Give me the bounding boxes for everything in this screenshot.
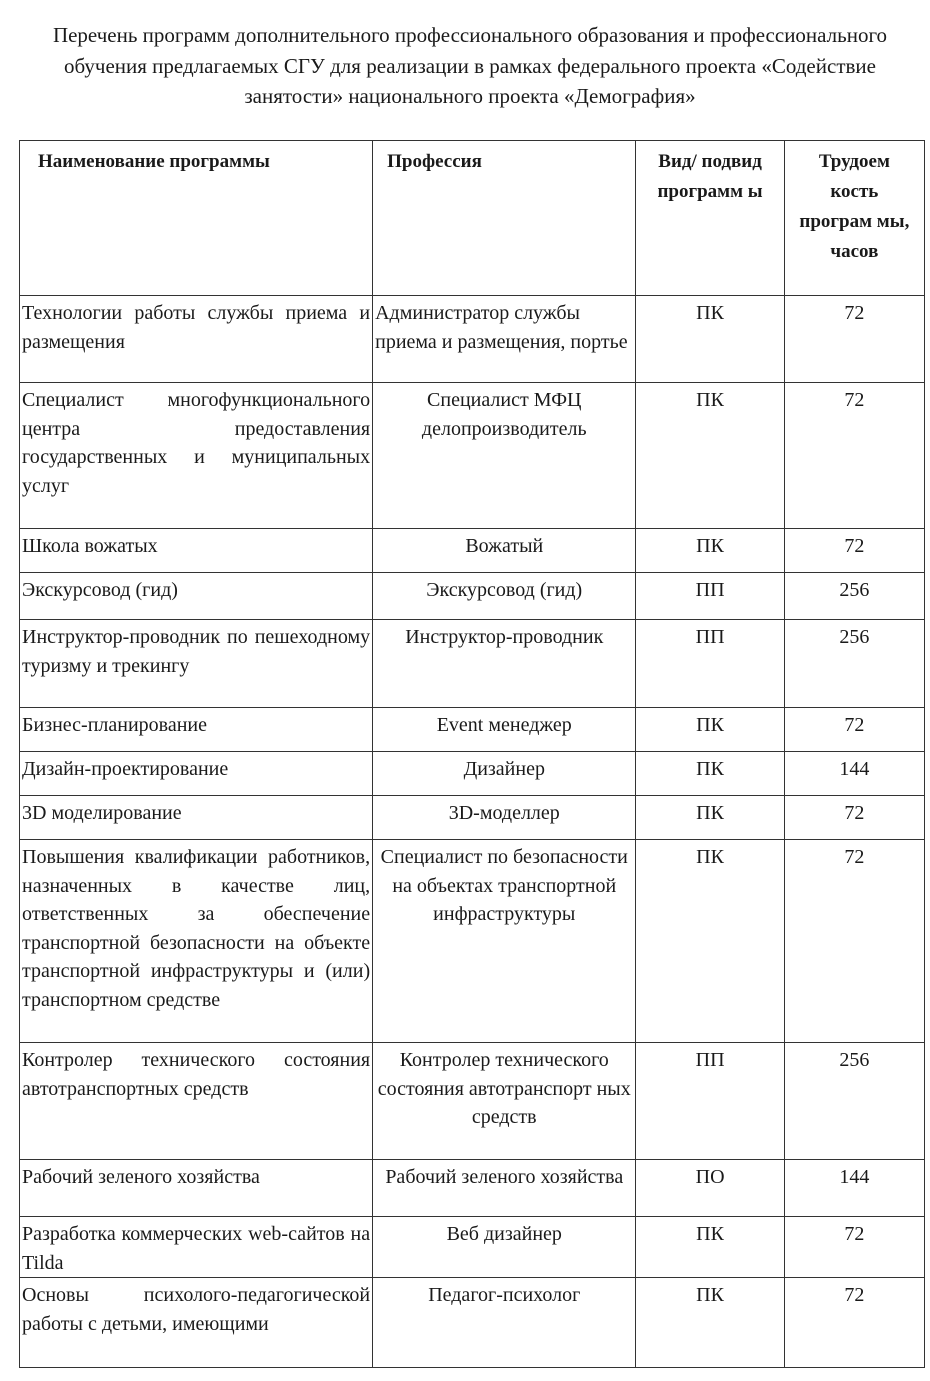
profession-cell: Дизайнер	[373, 752, 636, 796]
profession-cell: 3D-моделлер	[373, 796, 636, 840]
type-cell: ПК	[636, 796, 784, 840]
profession-cell: Педагог-психолог	[373, 1278, 636, 1368]
header-profession: Профессия	[373, 141, 636, 296]
profession-cell: Контролер технического состояния автотранспорт ных средств	[373, 1043, 636, 1160]
program-cell: Инструктор-проводник по пешеходному туризму и трекингу	[20, 620, 373, 708]
program-cell: Специалист многофункционального центра предоставления государственных и муниципальных услуг	[20, 383, 373, 529]
table-row	[20, 1217, 925, 1278]
profession-cell: Специалист МФЦ делопроизводитель	[373, 383, 636, 529]
table-row	[20, 620, 925, 708]
program-cell: Технологии работы службы приема и размещения	[20, 296, 373, 383]
table-row	[20, 1043, 925, 1160]
type-cell: ПП	[636, 573, 784, 620]
table-row	[20, 708, 925, 752]
program-cell: Контролер технического состояния автотранспортных средств	[20, 1043, 373, 1160]
hours-cell: 72	[784, 296, 924, 383]
hours-cell: 72	[784, 708, 924, 752]
type-cell: ПК	[636, 383, 784, 529]
program-cell: Рабочий зеленого хозяйства	[20, 1160, 373, 1217]
program-cell: 3D моделирование	[20, 796, 373, 840]
header-type: Вид/ подвид программ ы	[636, 141, 784, 296]
hours-cell: 144	[784, 752, 924, 796]
header-hours: Трудоем кость програм мы, часов	[784, 141, 924, 296]
program-cell: Повышения квалификации работников, назначенных в качестве лиц, ответственных за обеспечение транспортной безопасности на объекте транспортной инфраструктуры и (или) транспортном средстве	[20, 840, 373, 1043]
table-row	[20, 529, 925, 573]
profession-cell: Веб дизайнер	[373, 1217, 636, 1278]
table-row	[20, 1160, 925, 1217]
program-cell: Бизнес-планирование	[20, 708, 373, 752]
type-cell: ПО	[636, 1160, 784, 1217]
type-cell: ПК	[636, 529, 784, 573]
type-cell: ПП	[636, 1043, 784, 1160]
type-cell: ПК	[636, 1217, 784, 1278]
type-cell: ПК	[636, 296, 784, 383]
table-row	[20, 296, 925, 383]
profession-cell: Вожатый	[373, 529, 636, 573]
program-cell: Основы психолого-педагогической работы с детьми, имеющими	[20, 1278, 373, 1368]
program-cell: Дизайн-проектирование	[20, 752, 373, 796]
profession-cell: Экскурсовод (гид)	[373, 573, 636, 620]
header-program: Наименование программы	[20, 141, 373, 296]
hours-cell: 72	[784, 1217, 924, 1278]
hours-cell: 256	[784, 620, 924, 708]
document-title: Перечень программ дополнительного профессионального образования и профессионального обучения предлагаемых СГУ для реализации в рамках федерального проекта «Содействие занятости» национального проекта «Демография»	[52, 23, 888, 108]
profession-cell: Рабочий зеленого хозяйства	[373, 1160, 636, 1217]
type-cell: ПК	[636, 708, 784, 752]
program-cell: Школа вожатых	[20, 529, 373, 573]
table-row	[20, 573, 925, 620]
profession-cell: Специалист по безопасности на объектах транспортной инфраструктуры	[373, 840, 636, 1043]
table-row	[20, 840, 925, 1043]
hours-cell: 72	[784, 840, 924, 1043]
hours-cell: 72	[784, 796, 924, 840]
type-cell: ПК	[636, 1278, 784, 1368]
program-cell: Экскурсовод (гид)	[20, 573, 373, 620]
hours-cell: 256	[784, 1043, 924, 1160]
type-cell: ПК	[636, 752, 784, 796]
table-row	[20, 383, 925, 529]
profession-cell: Инструктор-проводник	[373, 620, 636, 708]
type-cell: ПК	[636, 840, 784, 1043]
table-row	[20, 1278, 925, 1368]
hours-cell: 256	[784, 573, 924, 620]
programs-table	[19, 140, 925, 1368]
profession-cell: Event менеджер	[373, 708, 636, 752]
program-cell: Разработка коммерческих web-сайтов на Tilda	[20, 1217, 373, 1278]
hours-cell: 72	[784, 529, 924, 573]
hours-cell: 72	[784, 383, 924, 529]
table-header-row	[20, 141, 925, 296]
type-cell: ПП	[636, 620, 784, 708]
table-row	[20, 752, 925, 796]
table-row	[20, 796, 925, 840]
profession-cell: Администратор службы приема и размещения, портье	[373, 296, 636, 383]
hours-cell: 72	[784, 1278, 924, 1368]
hours-cell: 144	[784, 1160, 924, 1217]
